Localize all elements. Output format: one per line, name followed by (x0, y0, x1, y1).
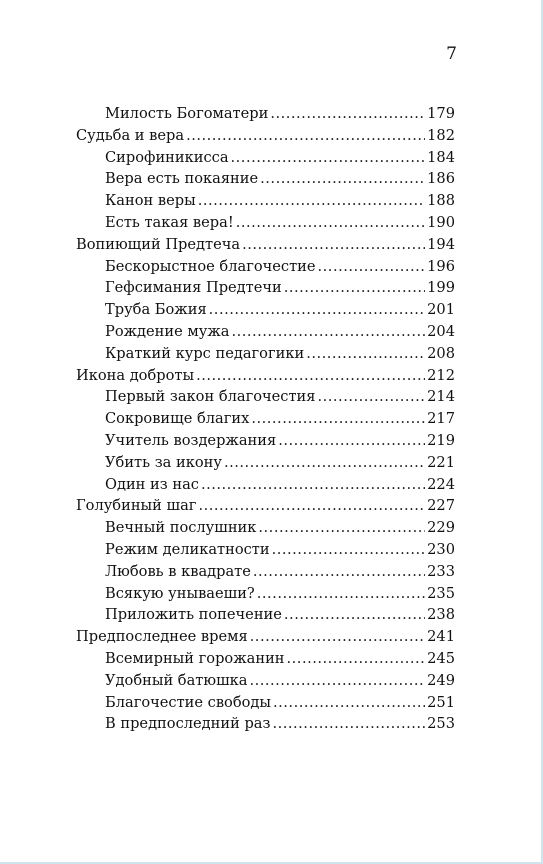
dot-leader (253, 561, 425, 583)
toc-section-row (76, 670, 455, 692)
toc-section-row (76, 299, 455, 321)
dot-leader (273, 692, 425, 714)
toc-entry-page: 227 (427, 497, 455, 515)
dot-leader (257, 583, 425, 605)
toc-entry-page: 196 (427, 257, 455, 275)
toc-section-row (76, 343, 455, 365)
toc-entry-title: Предпоследнее время (76, 628, 248, 646)
toc-chapter-row (76, 125, 455, 147)
toc-entry-page: 235 (427, 584, 455, 602)
toc-entry-page: 245 (427, 649, 455, 667)
toc-section-row (76, 386, 455, 408)
toc-section-row (76, 168, 455, 190)
toc-entry-title: Икона доброты (76, 366, 195, 384)
toc-entry-page: 188 (427, 192, 455, 210)
toc-chapter-row (76, 234, 455, 256)
toc-entry-title: Голубиный шаг (76, 497, 197, 515)
toc-entry-title: Сирофиникисса (105, 148, 229, 166)
toc-section-row (76, 583, 455, 605)
toc-entry-page: 217 (427, 410, 455, 428)
toc-entry-page: 249 (427, 671, 455, 689)
toc-entry-title: Рождение мужа (105, 322, 230, 340)
toc-entry-title: Милость Богоматери (105, 105, 269, 122)
toc-section-row (76, 256, 455, 278)
toc-entry-page: 199 (427, 279, 455, 297)
toc-entry-title: Любовь в квадрате (105, 562, 251, 580)
toc-entry-title: Вопиющий Предтеча (76, 235, 241, 253)
dot-leader (242, 234, 425, 256)
dot-leader (186, 125, 425, 147)
toc-entry-page: 221 (427, 453, 455, 471)
toc-entry-page: 184 (427, 148, 455, 166)
toc-section-row (76, 430, 455, 452)
dot-leader (258, 517, 425, 539)
toc-entry-page: 194 (427, 235, 455, 253)
dot-leader (196, 365, 425, 387)
toc-section-row (76, 408, 455, 430)
toc-section-row (76, 452, 455, 474)
dot-leader (249, 670, 425, 692)
dot-leader (284, 604, 425, 626)
toc-entry-title: Бескорыстное благочестие (105, 257, 316, 275)
dot-leader (231, 321, 425, 343)
dot-leader (251, 408, 425, 430)
toc-entry-page: 182 (427, 126, 455, 144)
toc-entry-page: 214 (427, 388, 455, 406)
toc-entry-title: Судьба и вера (76, 126, 185, 144)
toc-section-row (76, 604, 455, 626)
dot-leader (231, 147, 426, 169)
page-number: 7 (446, 44, 457, 64)
toc-section-row (76, 190, 455, 212)
toc-section-row (76, 713, 455, 735)
toc-section-row (76, 212, 455, 234)
toc-entry-title: Канон веры (105, 192, 196, 210)
toc-entry-title: Краткий курс педагогики (105, 344, 305, 362)
dot-leader (318, 256, 426, 278)
toc-entry-page: 208 (427, 344, 455, 362)
toc-entry-title: Гефсимания Предтечи (105, 279, 282, 297)
toc-entry-title: Учитель воздержания (105, 431, 277, 449)
toc-chapter-row (76, 365, 455, 387)
dot-leader (250, 626, 425, 648)
dot-leader (198, 190, 425, 212)
table-of-contents (76, 103, 455, 735)
toc-entry-page: 238 (427, 606, 455, 624)
toc-section-row (76, 147, 455, 169)
toc-section-row (76, 561, 455, 583)
toc-entry-page: 229 (427, 519, 455, 537)
toc-entry-page: 230 (427, 540, 455, 558)
dot-leader (272, 713, 425, 735)
toc-entry-page: 190 (427, 213, 455, 231)
toc-section-row (76, 277, 455, 299)
toc-entry-page: 219 (427, 431, 455, 449)
toc-entry-page: 241 (427, 628, 455, 646)
toc-entry-title: Всякую унываеши? (105, 584, 255, 602)
dot-leader (224, 452, 425, 474)
dot-leader (270, 103, 425, 125)
toc-entry-title: Приложить попечение (105, 606, 282, 624)
toc-chapter-row (76, 495, 455, 517)
toc-section-row (76, 103, 455, 125)
toc-entry-title: Вера есть покаяние (105, 170, 259, 188)
dot-leader (287, 648, 426, 670)
toc-entry-title: Режим деликатности (105, 540, 270, 558)
toc-entry-page: 251 (427, 693, 455, 711)
toc-entry-title: Всемирный горожанин (105, 649, 285, 667)
toc-section-row (76, 517, 455, 539)
dot-leader (198, 495, 425, 517)
toc-entry-title: Сокровище благих (105, 410, 250, 428)
toc-chapter-row (76, 626, 455, 648)
dot-leader (318, 386, 426, 408)
toc-entry-page: 253 (427, 715, 455, 733)
toc-entry-page: 201 (427, 301, 455, 319)
dot-leader (306, 343, 425, 365)
dot-leader (272, 539, 426, 561)
toc-section-row (76, 539, 455, 561)
toc-entry-title: Есть такая вера! (105, 213, 234, 231)
toc-entry-title: Вечный послушник (105, 519, 257, 537)
toc-entry-page: 186 (427, 170, 455, 188)
toc-entry-page: 179 (427, 105, 455, 122)
toc-entry-page: 212 (427, 366, 455, 384)
toc-section-row (76, 648, 455, 670)
toc-entry-title: Убить за икону (105, 453, 222, 471)
toc-section-row (76, 474, 455, 496)
toc-section-row (76, 321, 455, 343)
dot-leader (278, 430, 425, 452)
dot-leader (236, 212, 425, 234)
toc-entry-title: Благочестие свободы (105, 693, 272, 711)
toc-entry-page: 204 (427, 322, 455, 340)
toc-entry-title: Труба Божия (105, 301, 207, 319)
toc-entry-page: 233 (427, 562, 455, 580)
toc-entry-title: Удобный батюшка (105, 671, 248, 689)
toc-entry-title: Первый закон благочестия (105, 388, 316, 406)
toc-section-row (76, 692, 455, 714)
dot-leader (209, 299, 425, 321)
toc-entry-page: 224 (427, 475, 455, 493)
dot-leader (260, 168, 425, 190)
dot-leader (201, 474, 425, 496)
dot-leader (284, 277, 425, 299)
toc-entry-title: В предпоследний раз (105, 715, 271, 733)
toc-entry-title: Один из нас (105, 475, 199, 493)
